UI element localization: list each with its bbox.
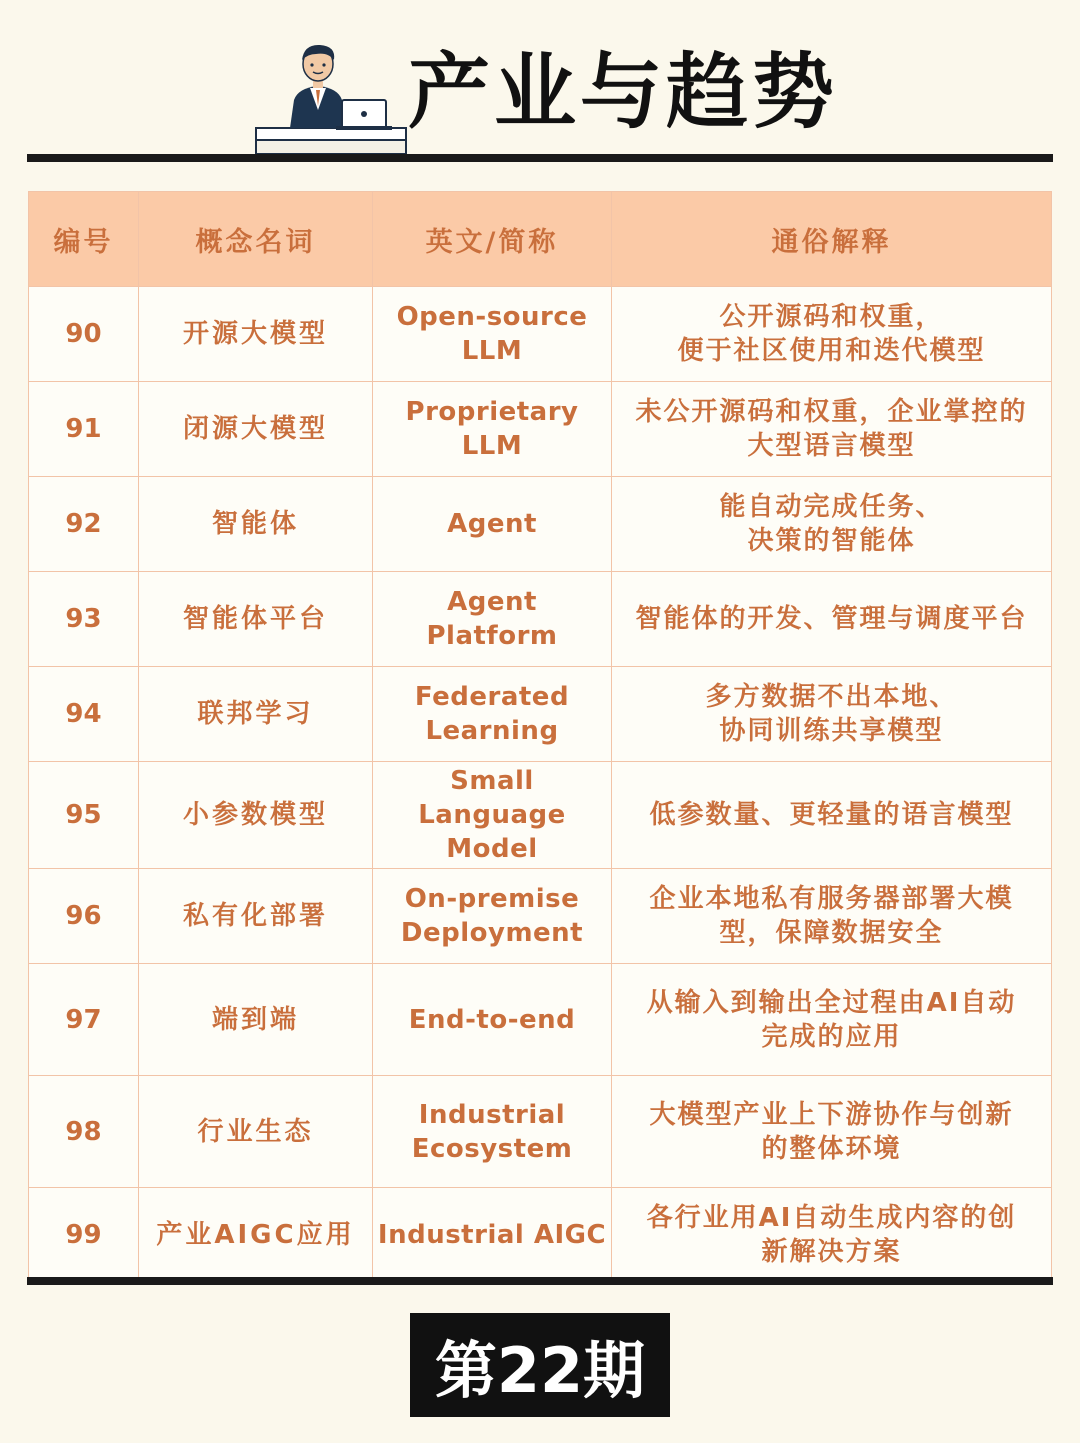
row-english: Agent (373, 477, 612, 572)
row-english: Agent Platform (373, 572, 612, 667)
table-row (29, 1076, 1052, 1188)
table-row (29, 382, 1052, 477)
row-english: Proprietary LLM (373, 382, 612, 477)
row-explanation: 从输入到输出全过程由AI自动 完成的应用 (612, 964, 1052, 1076)
terms-table (28, 191, 1052, 1283)
row-explanation: 企业本地私有服务器部署大模 型，保障数据安全 (612, 869, 1052, 964)
column-header-term: 概念名词 (139, 192, 373, 287)
row-term: 端到端 (139, 964, 373, 1076)
table-row (29, 869, 1052, 964)
row-english: End-to-end (373, 964, 612, 1076)
top-divider (27, 154, 1053, 162)
table-row (29, 572, 1052, 667)
row-english: Industrial AIGC (373, 1188, 612, 1283)
row-explanation: 多方数据不出本地、 协同训练共享模型 (612, 667, 1052, 762)
row-english: Small Language Model (373, 762, 612, 869)
row-term: 产业AIGC应用 (139, 1188, 373, 1283)
table-row (29, 477, 1052, 572)
row-term: 智能体平台 (139, 572, 373, 667)
table-row (29, 1188, 1052, 1283)
issue-badge: 第22期 (410, 1313, 670, 1417)
row-number: 91 (29, 382, 139, 477)
row-number: 93 (29, 572, 139, 667)
row-number: 90 (29, 287, 139, 382)
person-at-laptop-icon (250, 40, 410, 156)
row-number: 98 (29, 1076, 139, 1188)
row-term: 开源大模型 (139, 287, 373, 382)
page-title: 产业与趋势 (408, 45, 839, 140)
row-explanation: 各行业用AI自动生成内容的创 新解决方案 (612, 1188, 1052, 1283)
row-number: 97 (29, 964, 139, 1076)
row-term: 行业生态 (139, 1076, 373, 1188)
row-english: Open-source LLM (373, 287, 612, 382)
table-header (29, 192, 1052, 287)
row-explanation: 未公开源码和权重，企业掌控的 大型语言模型 (612, 382, 1052, 477)
row-explanation: 智能体的开发、管理与调度平台 (612, 572, 1052, 667)
column-header-number: 编号 (29, 192, 139, 287)
row-explanation: 低参数量、更轻量的语言模型 (612, 762, 1052, 869)
row-english: Federated Learning (373, 667, 612, 762)
row-number: 94 (29, 667, 139, 762)
table-row (29, 287, 1052, 382)
header-row (29, 192, 1052, 287)
table-row (29, 964, 1052, 1076)
row-term: 智能体 (139, 477, 373, 572)
row-explanation: 能自动完成任务、 决策的智能体 (612, 477, 1052, 572)
column-header-english: 英文/简称 (373, 192, 612, 287)
row-explanation: 公开源码和权重， 便于社区使用和迭代模型 (612, 287, 1052, 382)
row-number: 95 (29, 762, 139, 869)
table-row (29, 667, 1052, 762)
row-english: Industrial Ecosystem (373, 1076, 612, 1188)
bottom-divider (27, 1277, 1053, 1285)
table-body (29, 287, 1052, 1283)
row-number: 92 (29, 477, 139, 572)
row-term: 联邦学习 (139, 667, 373, 762)
row-number: 96 (29, 869, 139, 964)
row-term: 小参数模型 (139, 762, 373, 869)
column-header-explanation: 通俗解释 (612, 192, 1052, 287)
table-row (29, 762, 1052, 869)
row-explanation: 大模型产业上下游协作与创新 的整体环境 (612, 1076, 1052, 1188)
row-term: 私有化部署 (139, 869, 373, 964)
row-number: 99 (29, 1188, 139, 1283)
row-english: On-premise Deployment (373, 869, 612, 964)
page-header (0, 0, 1080, 160)
row-term: 闭源大模型 (139, 382, 373, 477)
